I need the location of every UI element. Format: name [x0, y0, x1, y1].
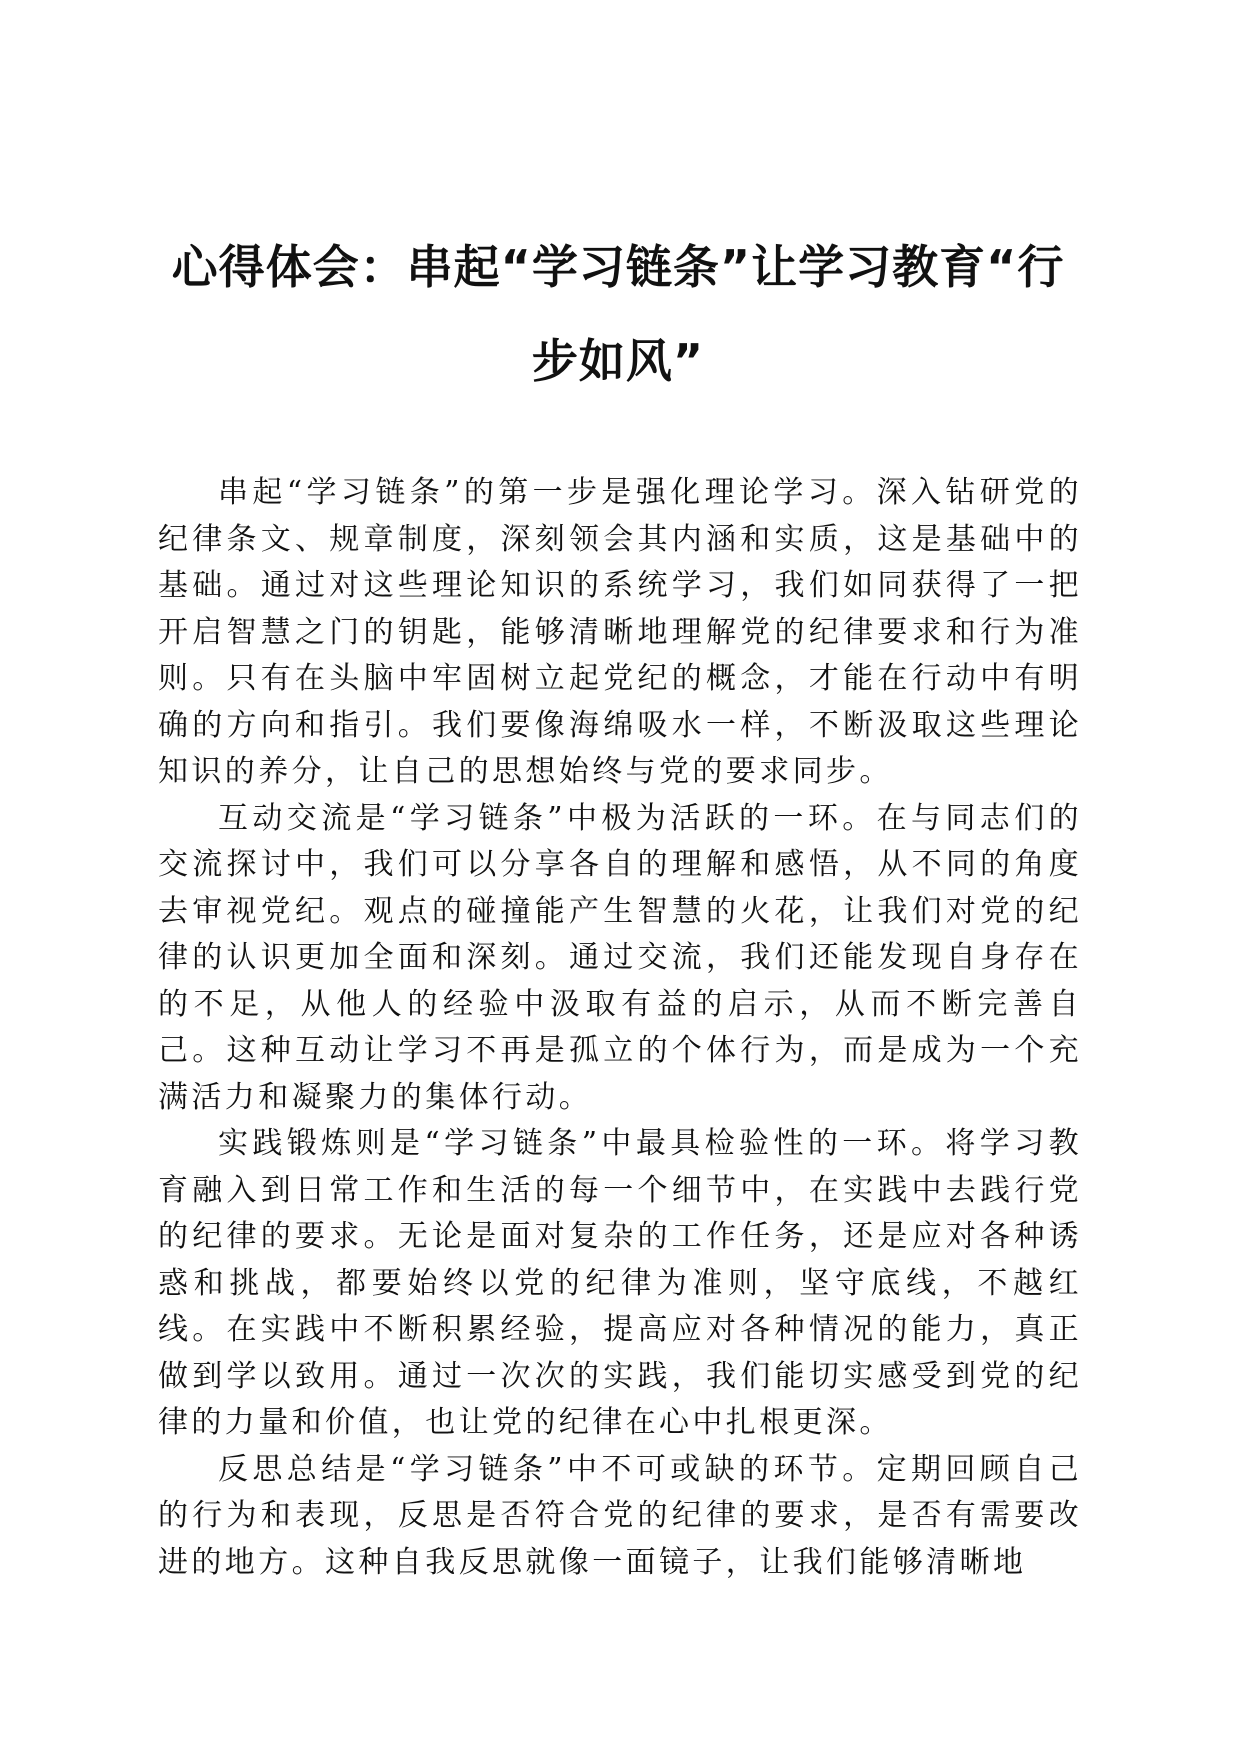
- paragraph-practice: 实践锻炼则是“学习链条”中最具检验性的一环。将学习教育融入到日常工作和生活的每一个细节中，在实践中去践行党的纪律的要求。无论是面对复杂的工作任务，还是应对各种诱惑和挑战，都要始终以党的纪律为准则，坚守底线，不越红线。在实践中不断积累经验，提高应对各种情况的能力，真正做到学以致用。通过一次次的实践，我们能切实感受到党的纪律的力量和价值，也让党的纪律在心中扎根更深。: [158, 1126, 1082, 1440]
- document-title: 心得体会：串起“学习链条”让学习教育“行步如风”: [171, 240, 1065, 388]
- paragraph-interactive-exchange: 互动交流是“学习链条”中极为活跃的一环。在与同志们的交流探讨中，我们可以分享各自的理解和感悟，从不同的角度去审视党纪。观点的碰撞能产生智慧的火花，让我们对党的纪律的认识更加全面和深刻。通过交流，我们还能发现自身存在的不足，从他人的经验中汲取有益的启示，从而不断完善自己。这种互动让学习不再是孤立的个体行为，而是成为一个充满活力和凝聚力的集体行动。: [158, 800, 1082, 1115]
- paragraph-reflection: 反思总结是“学习链条”中不可或缺的环节。定期回顾自己的行为和表现，反思是否符合党的纪律的要求，是否有需要改进的地方。这种自我反思就像一面镜子，让我们能够清晰地: [158, 1451, 1082, 1580]
- paragraph-theory-study: 串起“学习链条”的第一步是强化理论学习。深入钻研党的纪律条文、规章制度，深刻领会其内涵和实质，这是基础中的基础。通过对这些理论知识的系统学习，我们如同获得了一把开启智慧之门的钥匙，能够清晰地理解党的纪律要求和行为准则。只有在头脑中牢固树立起党纪的概念，才能在行动中有明确的方向和指引。我们要像海绵吸水一样，不断汲取这些理论知识的养分，让自己的思想始终与党的要求同步。: [158, 475, 1082, 789]
- document-body: [158, 470, 1082, 1586]
